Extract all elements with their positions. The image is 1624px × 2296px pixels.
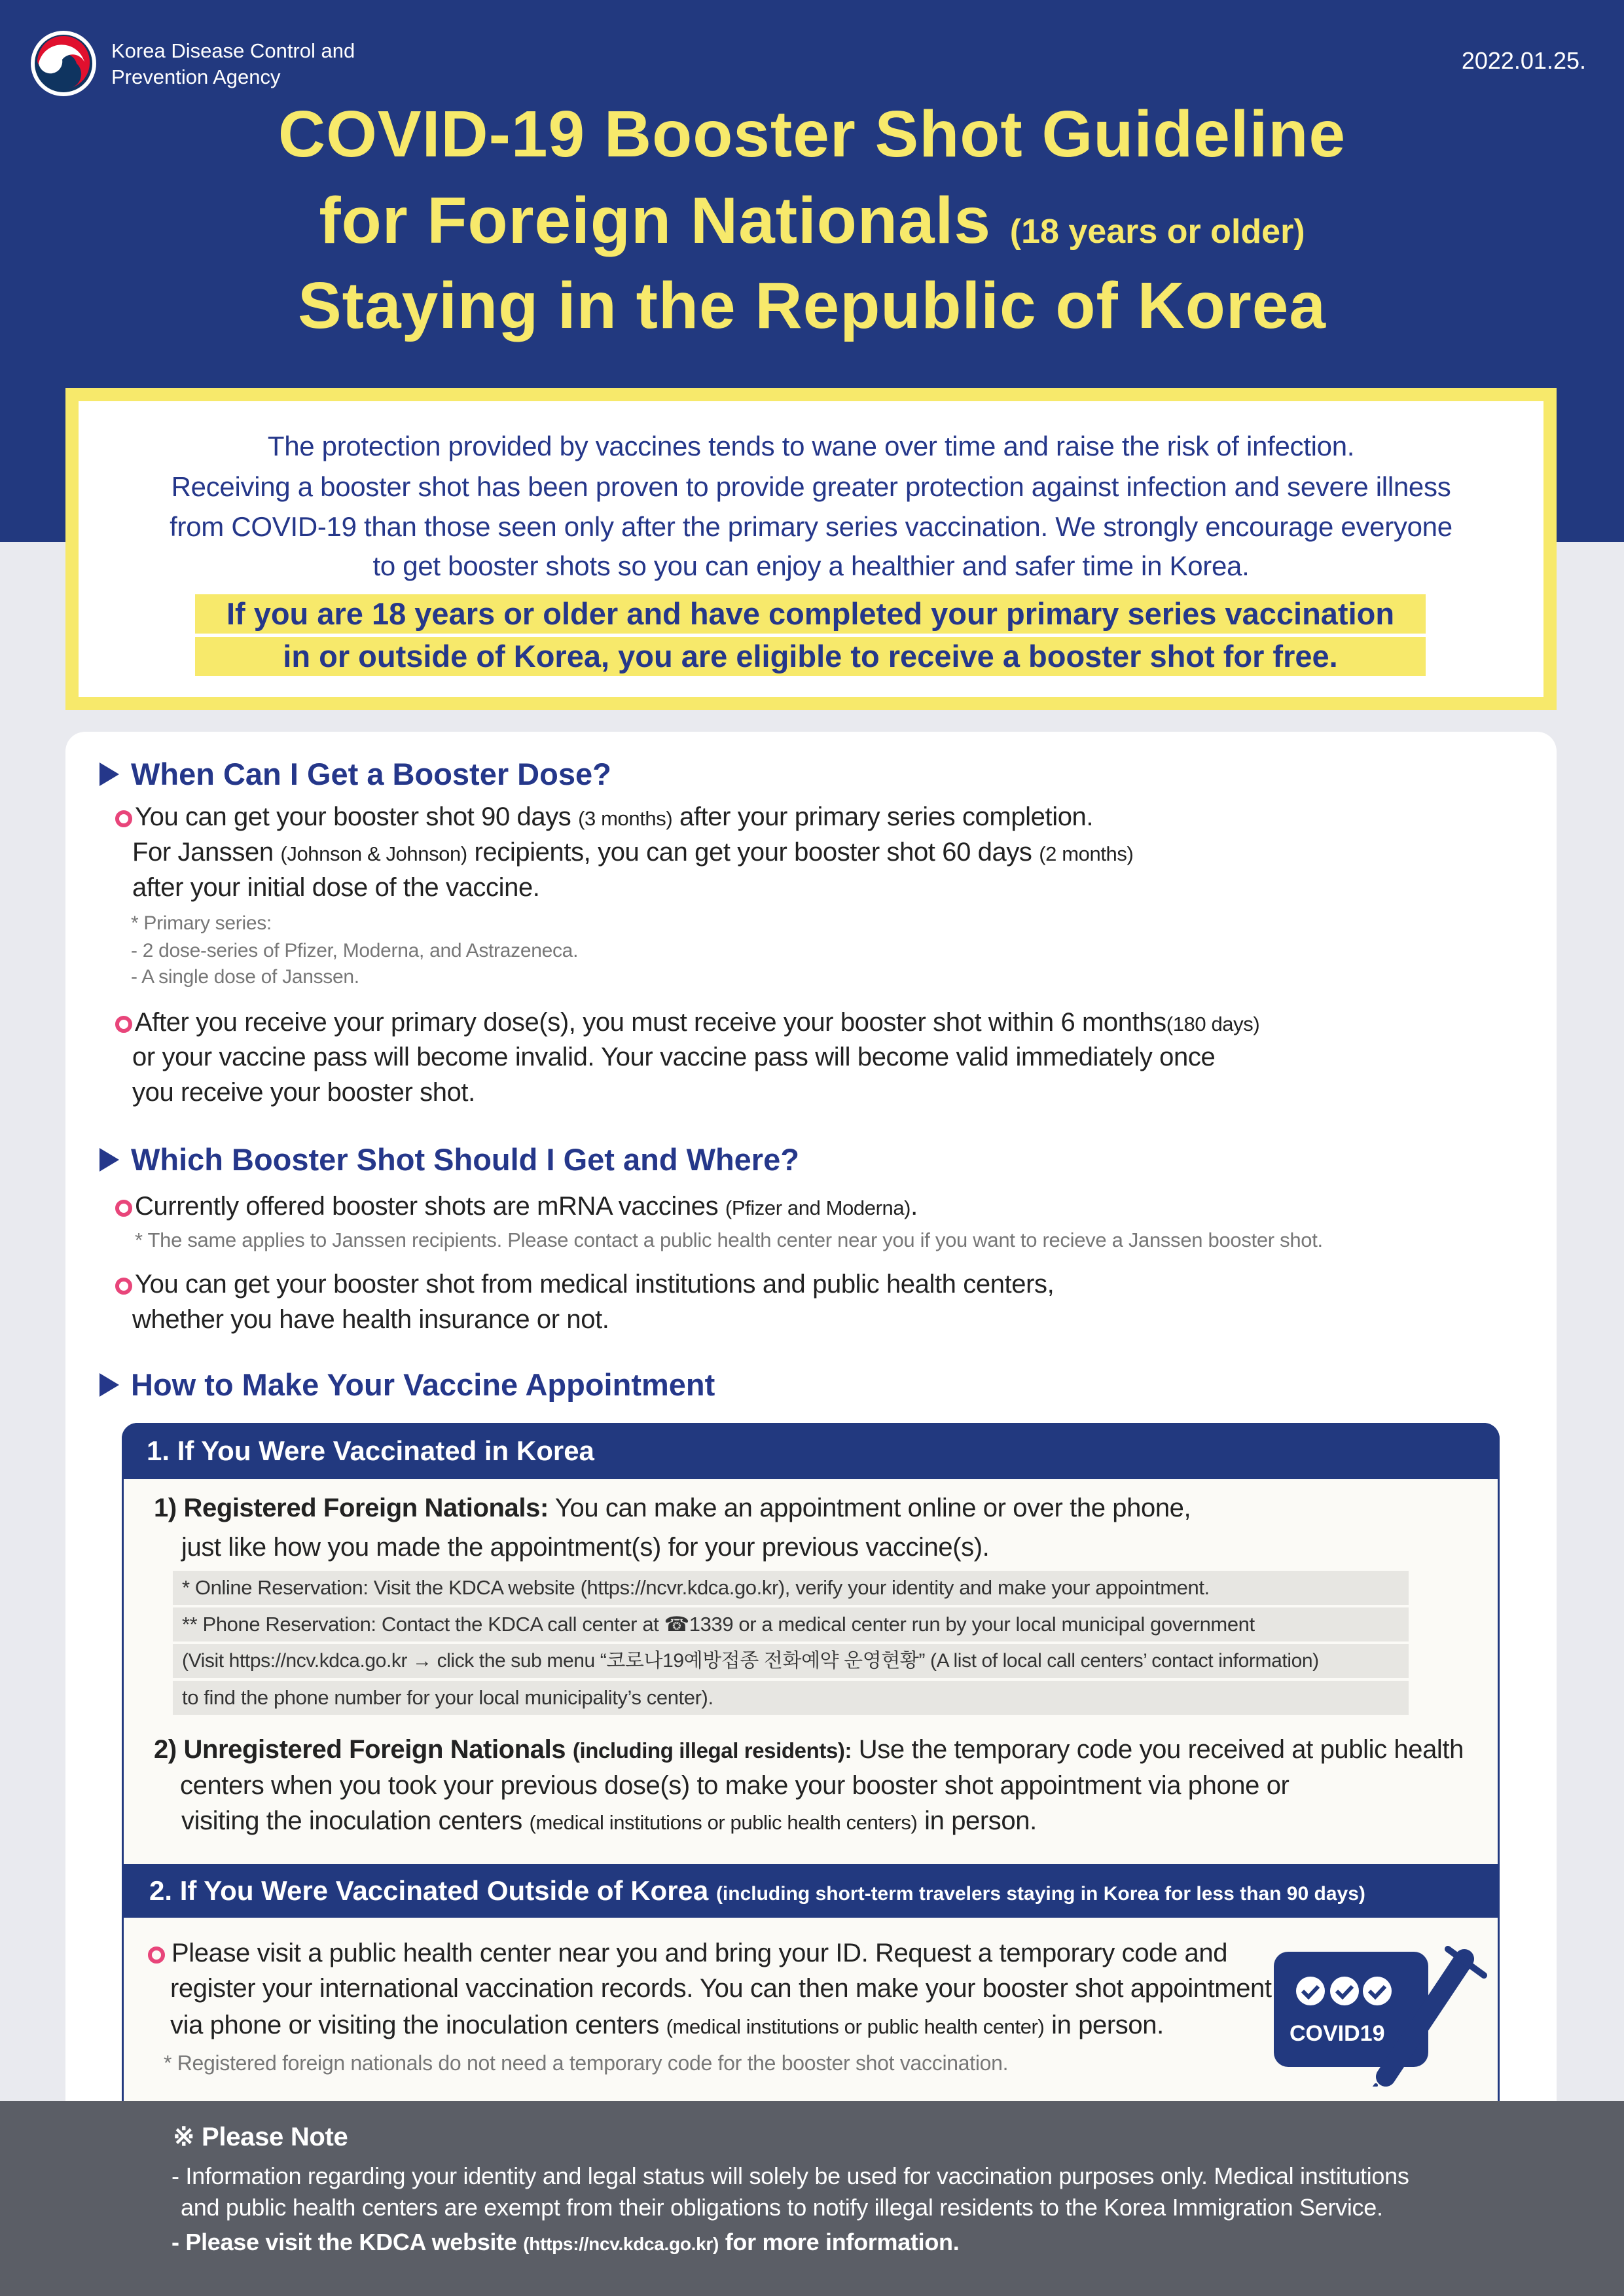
- item-line: [154, 1494, 1191, 1523]
- title-text: for Foreign Nationals: [319, 184, 991, 257]
- info-strip: to find the phone number for your local municipality’s center).: [173, 1681, 1409, 1715]
- bullet-line: Please visit a public health center near you and bring your ID. Request a temporary code and: [171, 1939, 1228, 1967]
- t: 2) Unregistered Foreign Nationals: [154, 1735, 573, 1764]
- t: after your primary series completion.: [672, 802, 1094, 831]
- footer-line: - Information regarding your identity and legal status will solely be used for vaccination purposes only. Medical institutions: [171, 2162, 1409, 2189]
- heading-text: Which Booster Shot Should I Get and Where?: [131, 1142, 799, 1177]
- bullet-icon: [115, 1016, 132, 1033]
- t: 2. If You Were Vaccinated Outside of Korea: [149, 1875, 709, 1906]
- item-line: [154, 1735, 1464, 1765]
- t: (Pfizer and Moderna): [725, 1196, 911, 1219]
- t: visiting the inoculation centers: [181, 1806, 530, 1835]
- bullet-line: [135, 1192, 918, 1221]
- t: For Janssen: [132, 838, 281, 867]
- intro-box: [65, 388, 1557, 710]
- intro-line: from COVID-19 than those seen only after the primary series vaccination. We strongly encourage everyone: [170, 511, 1453, 542]
- heading-text: How to Make Your Vaccine Appointment: [131, 1367, 715, 1402]
- footer-line: [171, 2229, 959, 2256]
- bullet-line: you receive your booster shot.: [132, 1078, 475, 1107]
- section-heading-how: [99, 1367, 715, 1403]
- t: After you receive your primary dose(s), you must receive your booster shot within 6 months: [135, 1008, 1166, 1037]
- intro-line: Receiving a booster shot has been proven to provide greater protection against infection and severe illness: [171, 471, 1451, 502]
- triangle-icon: [99, 1148, 119, 1172]
- t: Currently offered booster shots are mRNA vaccines: [135, 1192, 725, 1221]
- t: via phone or visiting the inoculation centers: [170, 2011, 666, 2039]
- item-line: just like how you made the appointment(s) for your previous vaccine(s).: [181, 1533, 990, 1562]
- bullet-icon: [115, 810, 132, 827]
- bullet-icon: [115, 1278, 132, 1295]
- t: You can make an appointment online or over the phone,: [548, 1494, 1191, 1522]
- t: recipients, you can get your booster shot 60 days: [467, 838, 1039, 867]
- kdca-link[interactable]: (https://ncv.kdca.go.kr): [523, 2234, 719, 2254]
- footer-line: and public health centers are exempt from their obligations to notify illegal residents to the Korea Immigration Service.: [181, 2194, 1383, 2221]
- t: You can get your booster shot 90 days: [135, 802, 579, 831]
- icon-label: COVID19: [1290, 2021, 1385, 2046]
- triangle-icon: [99, 1373, 119, 1397]
- t: (including short-term travelers staying in Korea for less than 90 days): [715, 1883, 1365, 1905]
- agency-name: [111, 38, 355, 90]
- page-title-line1: COVID-19 Booster Shot Guideline: [278, 98, 1346, 171]
- t: for more information.: [719, 2229, 960, 2255]
- kdca-logo-icon: [29, 29, 98, 98]
- t: - Please visit the KDCA website: [171, 2229, 524, 2255]
- t: (Johnson & Johnson): [280, 842, 467, 865]
- t: (180 days): [1166, 1013, 1260, 1035]
- heading-text: When Can I Get a Booster Dose?: [131, 757, 611, 791]
- intro-line: The protection provided by vaccines tends to wane over time and raise the risk of infection.: [267, 431, 1355, 461]
- t: Use the temporary code you received at public health: [852, 1735, 1464, 1764]
- bullet-line: You can get your booster shot from medical institutions and public health centers,: [135, 1270, 1055, 1299]
- agency-line: Prevention Agency: [111, 65, 281, 88]
- bullet-line: [132, 838, 1133, 867]
- box-korea-title: 1. If You Were Vaccinated in Korea: [122, 1423, 1500, 1479]
- t: (including illegal residents):: [572, 1738, 852, 1763]
- eligibility-highlight: If you are 18 years or older and have completed your primary series vaccination: [195, 594, 1426, 634]
- title-age: (18 years or older): [1009, 213, 1305, 251]
- t: (medical institutions or public health centers): [529, 1811, 918, 1834]
- page-title-line2: [0, 183, 1624, 259]
- t: 1) Registered Foreign Nationals:: [154, 1494, 549, 1522]
- info-strip: ** Phone Reservation: Contact the KDCA call center at ☎1339 or a medical center run by your local municipal government: [173, 1607, 1409, 1641]
- page-title-line3: Staying in the Republic of Korea: [297, 269, 1327, 342]
- footer-heading: ※ Please Note: [173, 2123, 348, 2151]
- bullet-icon: [115, 1200, 132, 1217]
- bullet-icon: [148, 1946, 165, 1964]
- note-line: * The same applies to Janssen recipients. Please contact a public health center near you if you want to recieve a Janssen booster shot.: [135, 1229, 1323, 1251]
- eligibility-highlight: in or outside of Korea, you are eligible to receive a booster shot for free.: [195, 637, 1426, 676]
- t: (3 months): [578, 807, 673, 830]
- bullet-line: [170, 2011, 1164, 2040]
- section-heading-when: [99, 756, 611, 792]
- date: 2022.01.25.: [1461, 47, 1586, 74]
- bullet-line: whether you have health insurance or not.: [132, 1305, 609, 1334]
- intro-line: to get booster shots so you can enjoy a healthier and safer time in Korea.: [372, 550, 1250, 581]
- note-line: - A single dose of Janssen.: [131, 966, 359, 988]
- agency-line: Korea Disease Control and: [111, 39, 355, 62]
- vaccine-pass-syringe-icon: [1271, 1943, 1487, 2087]
- bullet-line: [135, 1008, 1259, 1037]
- note-line: * Registered foreign nationals do not need a temporary code for the booster shot vaccination.: [164, 2051, 1009, 2075]
- bullet-line: after your initial dose of the vaccine.: [132, 873, 540, 902]
- item-line: [181, 1806, 1037, 1836]
- note-line: * Primary series:: [131, 912, 272, 934]
- info-strip: * Online Reservation: Visit the KDCA website (https://ncvr.kdca.go.kr), verify your identity and make your appointment.: [173, 1571, 1409, 1605]
- box-outside-title: [122, 1864, 1500, 1918]
- t: .: [911, 1192, 918, 1221]
- item-line: centers when you took your previous dose(s) to make your booster shot appointment via phone or: [180, 1771, 1290, 1800]
- bullet-line: [135, 802, 1093, 832]
- t: (medical institutions or public health center): [666, 2015, 1045, 2038]
- note-line: - 2 dose-series of Pfizer, Moderna, and Astrazeneca.: [131, 940, 579, 961]
- bullet-line: register your international vaccination records. You can then make your booster shot appointment: [170, 1974, 1272, 2003]
- bullet-line: or your vaccine pass will become invalid. Your vaccine pass will become valid immediately once: [132, 1043, 1216, 1071]
- section-heading-which: [99, 1141, 799, 1177]
- info-strip: (Visit https://ncv.kdca.go.kr → click the sub menu “코로나19예방접종 전화예약 운영현황” (A list of local call centers’ contact information): [173, 1644, 1409, 1678]
- t: in person.: [917, 1806, 1037, 1835]
- t: (2 months): [1039, 842, 1134, 865]
- triangle-icon: [99, 762, 119, 786]
- t: in person.: [1044, 2011, 1164, 2039]
